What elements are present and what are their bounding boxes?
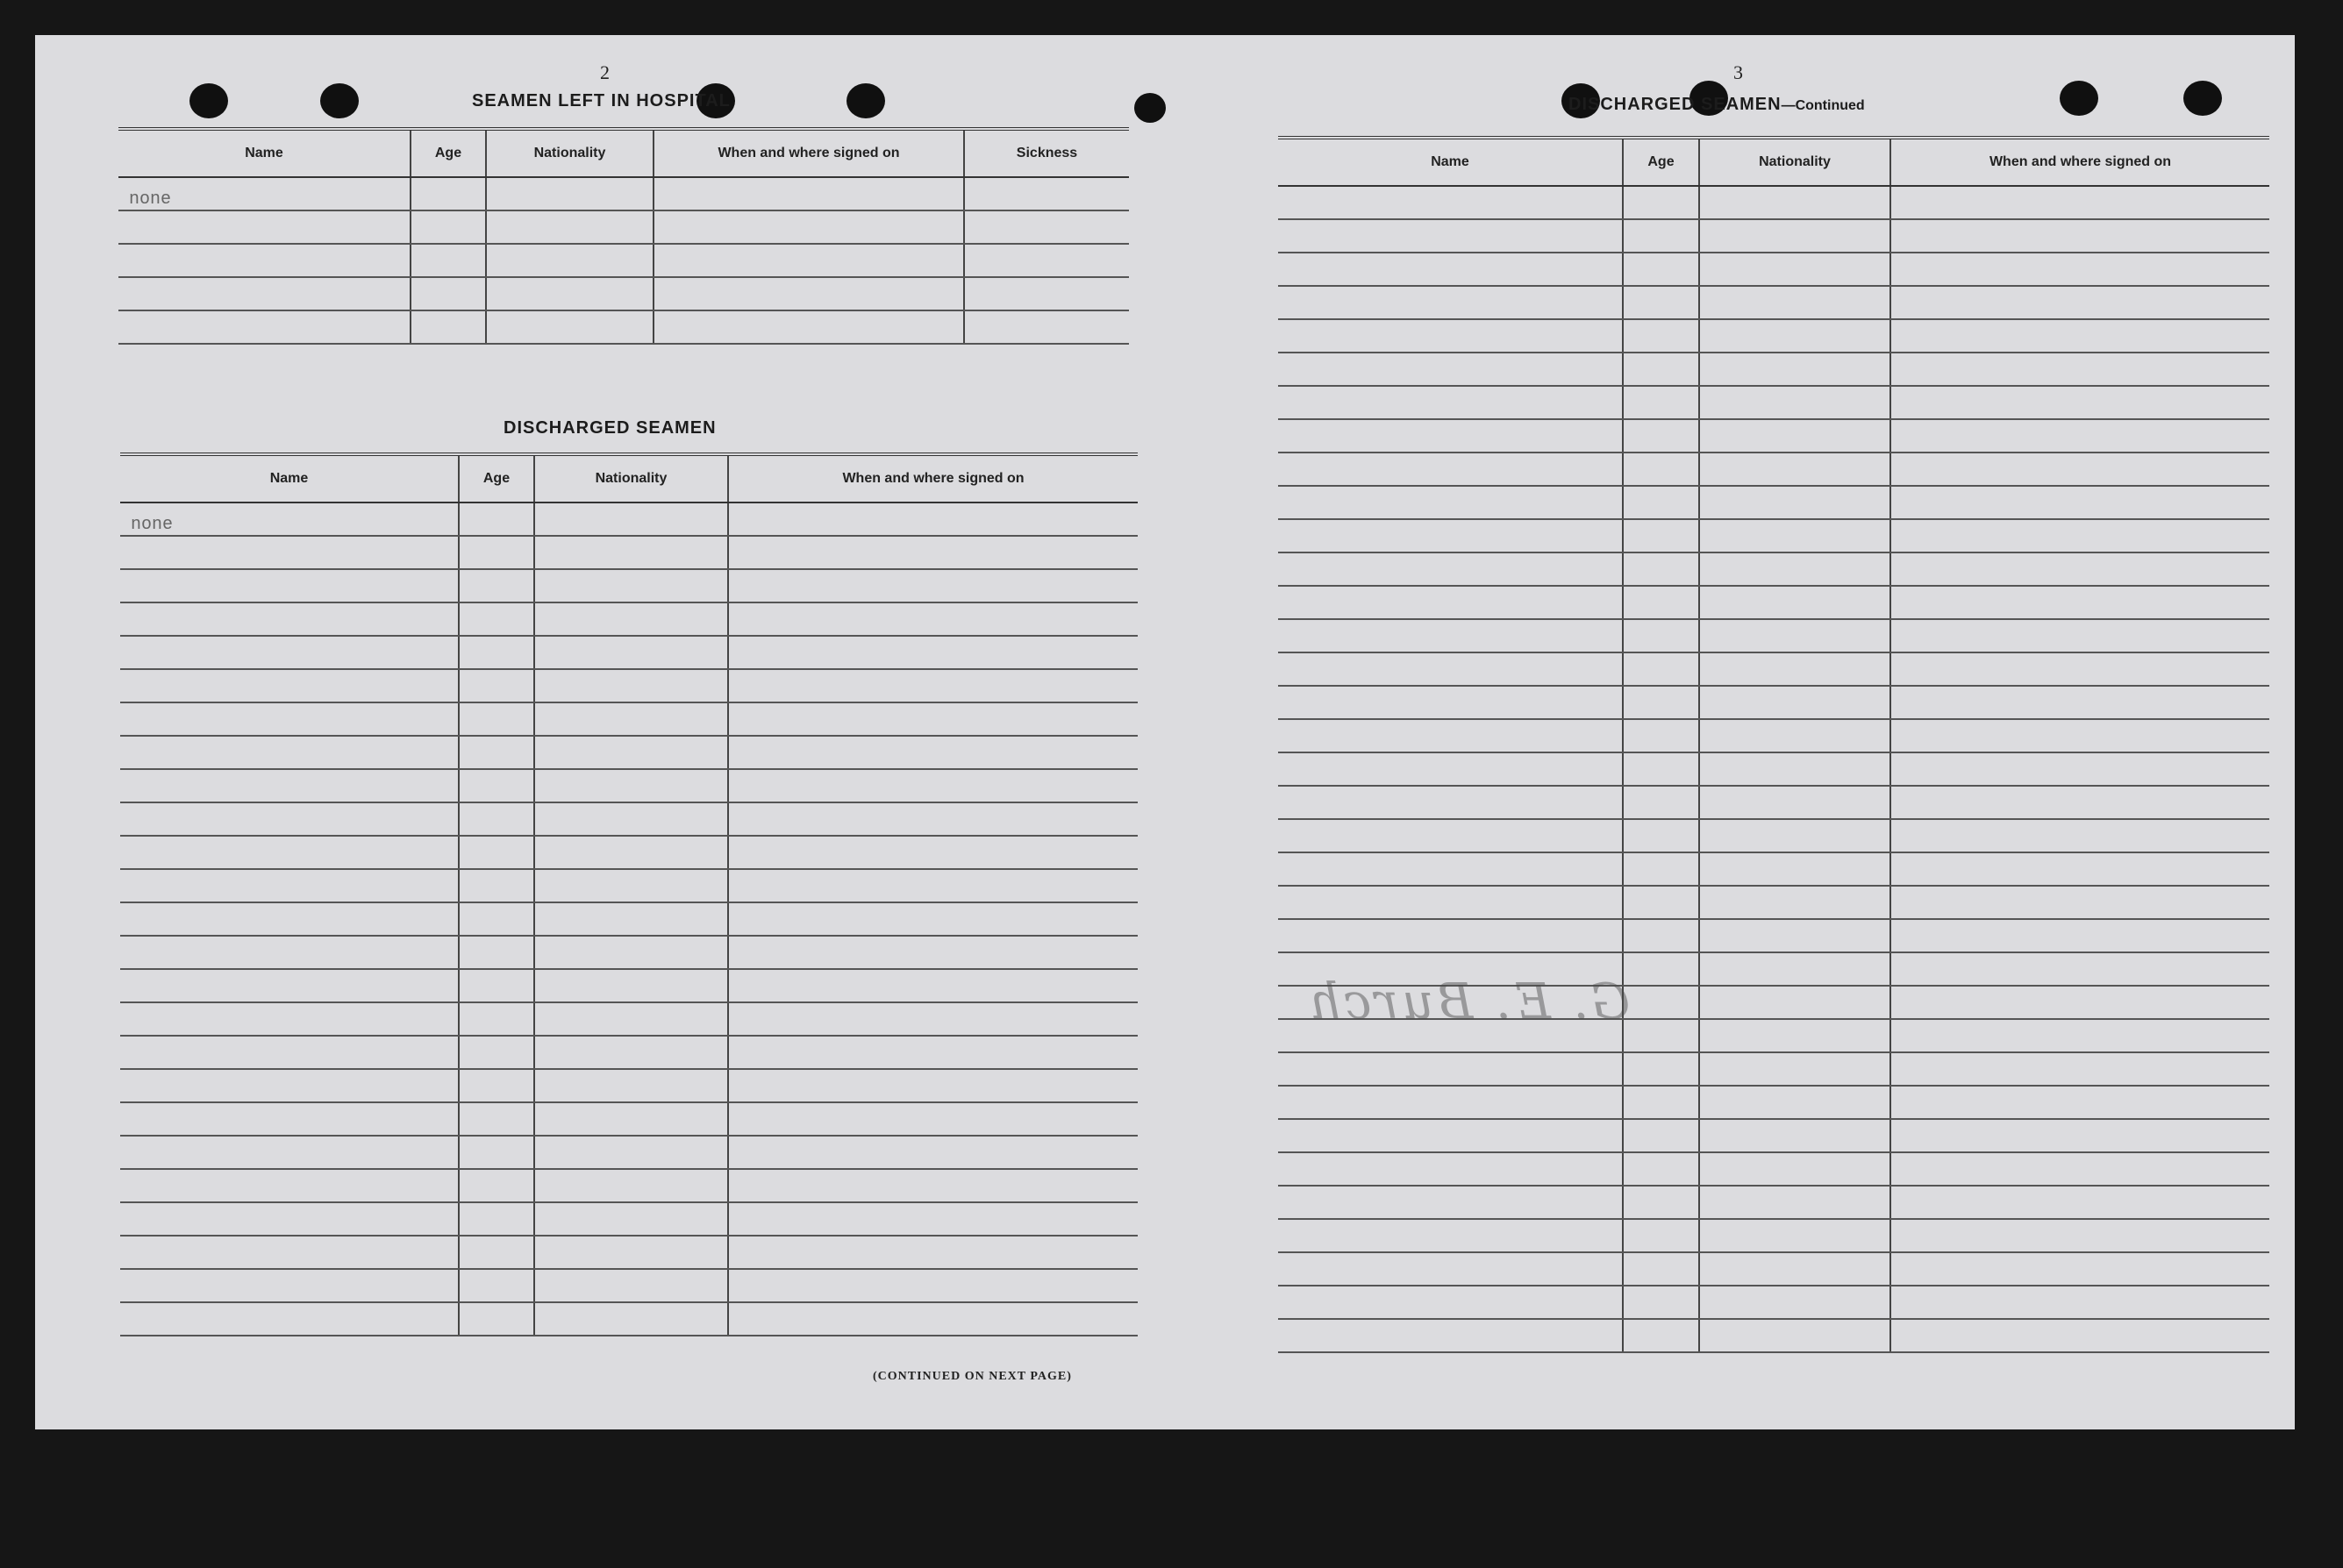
table-row bbox=[1278, 419, 2269, 453]
title-main: DISCHARGED SEAMEN bbox=[1568, 95, 1782, 114]
table-row bbox=[1278, 1186, 2269, 1219]
table-row bbox=[1278, 752, 2269, 786]
column-header-signed-on: When and where signed on bbox=[728, 454, 1138, 502]
table-row bbox=[1278, 652, 2269, 686]
table-row bbox=[1278, 253, 2269, 286]
page-number: 3 bbox=[1733, 61, 1743, 83]
discharged-continued-table bbox=[1278, 136, 2269, 1353]
column-header-sickness: Sickness bbox=[964, 129, 1129, 177]
table-row bbox=[1278, 453, 2269, 486]
hospital-table bbox=[118, 127, 1129, 345]
table-row bbox=[120, 502, 1138, 536]
table-row bbox=[120, 1002, 1138, 1036]
column-header-signed-on: When and where signed on bbox=[654, 129, 964, 177]
left-page bbox=[35, 35, 1175, 1429]
table-row bbox=[1278, 919, 2269, 952]
table-row bbox=[120, 702, 1138, 736]
table-row bbox=[120, 969, 1138, 1002]
table-row bbox=[120, 669, 1138, 702]
table-row bbox=[120, 569, 1138, 602]
table-row bbox=[120, 936, 1138, 969]
discharged-continued-title bbox=[1568, 95, 1865, 115]
table-row bbox=[120, 1036, 1138, 1069]
table-row bbox=[1278, 1119, 2269, 1152]
column-header-signed-on: When and where signed on bbox=[1890, 138, 2269, 186]
table-row bbox=[120, 536, 1138, 569]
table-row bbox=[120, 836, 1138, 869]
column-header-nationality: Nationality bbox=[1699, 138, 1890, 186]
table-row bbox=[120, 869, 1138, 902]
table-row bbox=[1278, 552, 2269, 586]
table-row bbox=[120, 736, 1138, 769]
table-row bbox=[1278, 686, 2269, 719]
table-row bbox=[120, 802, 1138, 836]
table-row bbox=[120, 769, 1138, 802]
table-row bbox=[1278, 1252, 2269, 1286]
table-row bbox=[1278, 886, 2269, 919]
table-row bbox=[118, 277, 1129, 310]
table-row bbox=[120, 1102, 1138, 1136]
document-scan bbox=[35, 35, 2295, 1429]
table-row bbox=[120, 1069, 1138, 1102]
table-row bbox=[120, 1136, 1138, 1169]
table-row bbox=[1278, 619, 2269, 652]
table-row bbox=[1278, 319, 2269, 353]
page-number: 2 bbox=[600, 61, 610, 83]
table-row bbox=[1278, 286, 2269, 319]
continued-footer: (CONTINUED ON NEXT PAGE) bbox=[873, 1370, 1072, 1383]
title-suffix: —Continued bbox=[1781, 98, 1865, 113]
table-row bbox=[1278, 852, 2269, 886]
column-header-name: Name bbox=[118, 129, 411, 177]
name-cell: none bbox=[118, 177, 411, 210]
table-row bbox=[120, 902, 1138, 936]
table-row bbox=[118, 210, 1129, 244]
column-header-nationality: Nationality bbox=[534, 454, 728, 502]
table-row bbox=[120, 1236, 1138, 1269]
discharged-section-title: DISCHARGED SEAMEN bbox=[504, 418, 717, 438]
name-cell: none bbox=[120, 502, 459, 536]
table-row bbox=[1278, 186, 2269, 219]
table-row bbox=[1278, 1086, 2269, 1119]
column-header-name: Name bbox=[120, 454, 459, 502]
table-row bbox=[1278, 486, 2269, 519]
table-row bbox=[1278, 786, 2269, 819]
table-row bbox=[118, 310, 1129, 344]
table-row bbox=[1278, 519, 2269, 552]
table-row bbox=[1278, 1152, 2269, 1186]
column-header-age: Age bbox=[459, 454, 534, 502]
table-row bbox=[1278, 353, 2269, 386]
column-header-name: Name bbox=[1278, 138, 1623, 186]
discharged-table bbox=[120, 453, 1138, 1336]
table-row bbox=[1278, 586, 2269, 619]
table-row bbox=[118, 244, 1129, 277]
table-row bbox=[1278, 719, 2269, 752]
table-row bbox=[1278, 1319, 2269, 1352]
table-row bbox=[120, 1269, 1138, 1302]
table-row bbox=[1278, 1052, 2269, 1086]
signature-bleedthrough: G. E. Burch bbox=[1305, 973, 1631, 1030]
column-header-age: Age bbox=[1623, 138, 1699, 186]
table-row bbox=[1278, 1219, 2269, 1252]
table-row bbox=[1278, 219, 2269, 253]
table-row bbox=[118, 177, 1129, 210]
table-row bbox=[120, 1202, 1138, 1236]
table-row bbox=[120, 636, 1138, 669]
table-row bbox=[120, 602, 1138, 636]
column-header-age: Age bbox=[411, 129, 486, 177]
table-row bbox=[120, 1169, 1138, 1202]
table-row bbox=[1278, 819, 2269, 852]
table-row bbox=[120, 1302, 1138, 1336]
hospital-section-title: SEAMEN LEFT IN HOSPITAL bbox=[472, 91, 731, 110]
right-page bbox=[1175, 35, 2295, 1429]
table-row bbox=[1278, 386, 2269, 419]
table-row bbox=[1278, 1286, 2269, 1319]
column-header-nationality: Nationality bbox=[486, 129, 654, 177]
